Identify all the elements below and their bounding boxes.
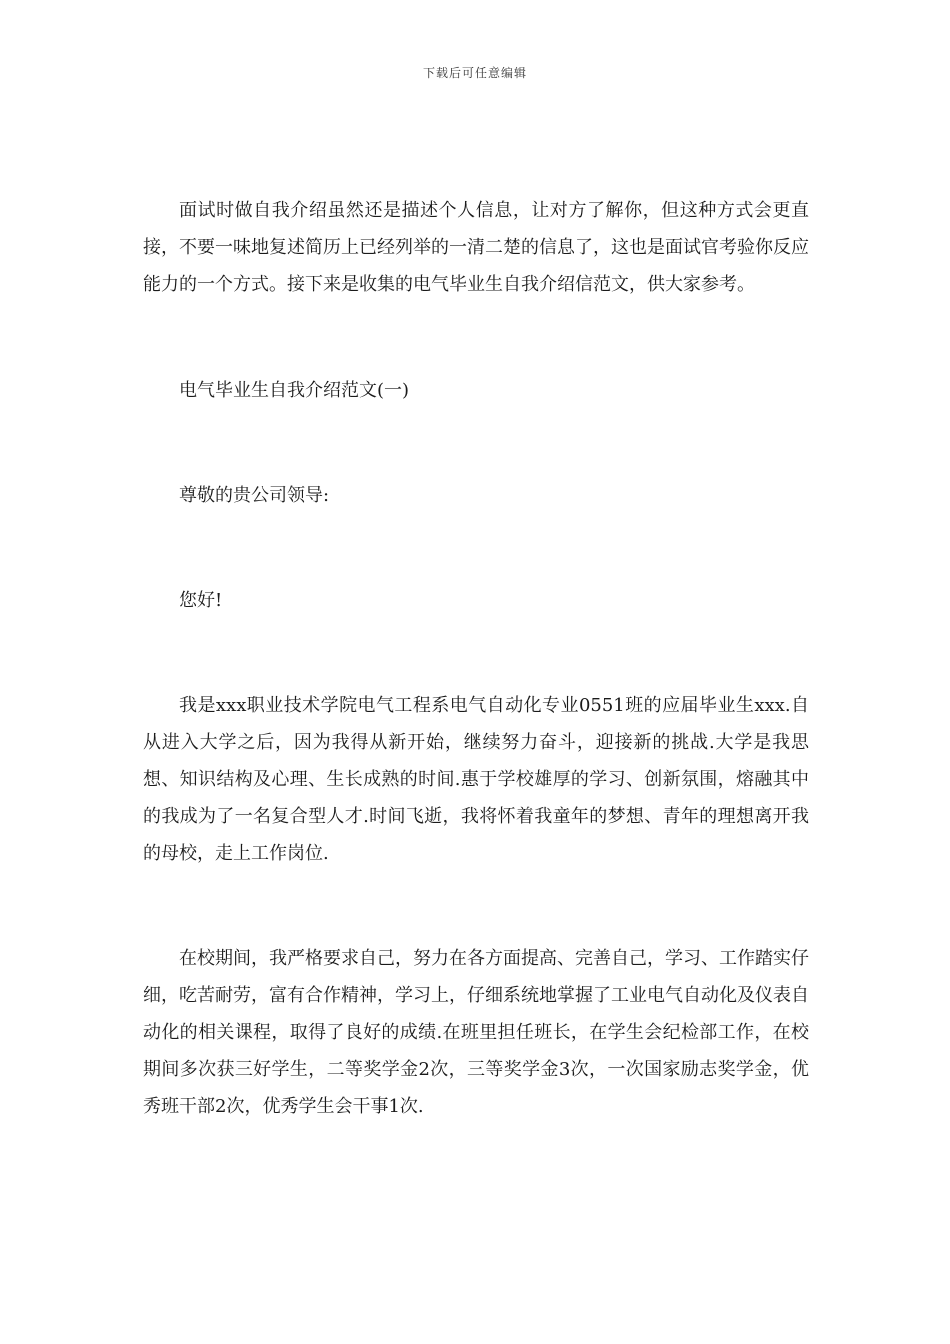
intro-paragraph: 面试时做自我介绍虽然还是描述个人信息，让对方了解你，但这种方式会更直接，不要一味地复述简历上已经列举的一清二楚的信息了，这也是面试官考验你反应能力的一个方式。接下来是收集的电气毕业生自我介绍信范文，供大家参考。: [143, 200, 809, 295]
sample-title: 电气毕业生自我介绍范文(一): [179, 380, 410, 401]
page-header: 下载后可任意编辑: [422, 66, 527, 80]
greeting: 您好!: [179, 590, 223, 611]
document-body: [143, 192, 809, 1125]
body-paragraph-2: 在校期间，我严格要求自己，努力在各方面提高、完善自己，学习、工作踏实仔细，吃苦耐劳，富有合作精神，学习上，仔细系统地掌握了工业电气自动化及仪表自动化的相关课程，取得了良好的成绩.在班里担任班长，在学生会纪检部工作，在校期间多次获三好学生，二等奖学金2次，三等奖学金3次，一次国家励志奖学金，优秀班干部2次，优秀学生会干事1次.: [143, 948, 809, 1117]
salutation: 尊敬的贵公司领导:: [179, 485, 330, 506]
body-paragraph-1: 我是xxx职业技术学院电气工程系电气自动化专业0551班的应届毕业生xxx.自从进入大学之后，因为我得从新开始，继续努力奋斗，迎接新的挑战.大学是我思想、知识结构及心理、生长成熟的时间.惠于学校雄厚的学习、创新氛围，熔融其中的我成为了一名复合型人才.时间飞逝，我将怀着我童年的梦想、青年的理想离开我的母校，走上工作岗位.: [143, 695, 809, 864]
